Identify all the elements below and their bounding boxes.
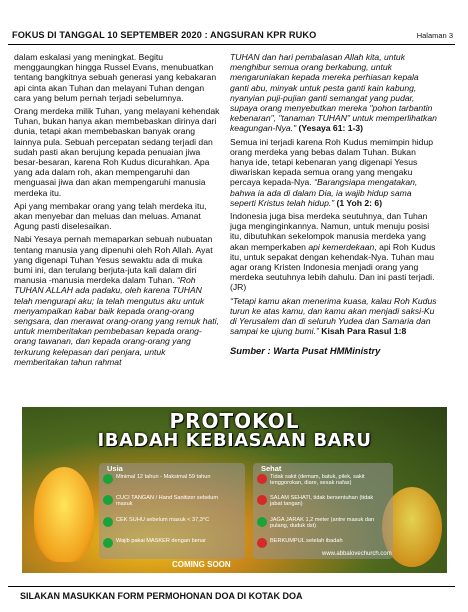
page-number: Halaman 3: [416, 31, 453, 40]
poster-item: CUCI TANGAN / Hand Sanitizer sebelum masuk: [103, 495, 238, 508]
poster-item: Minimal 12 tahun - Maksimal 59 tahun: [103, 474, 238, 484]
api-kemerdekaan-phrase: api kemerdekaan: [308, 241, 375, 252]
source-credit: Sumber : Warta Pusat HMMinistry: [230, 345, 381, 357]
right-panel-header: Sehat: [261, 464, 282, 473]
right-paragraph-3-end: , api Roh Kudus itu, untuk sepakat dengan kehendak-Nya. Tuhan mau agar orang Kristen Indonesia menjadi orang yang merdeka seutuhnya lebih dahulu. Dan ini pasti terjadi. (JR): [230, 241, 436, 293]
john-quote: “Barangsiapa mengatakan, bahwa ia ada di dalam Dia, ia wajib hidup sama seperti Kristus telah hidup.”: [230, 177, 418, 208]
sick-icon: [257, 474, 267, 484]
acts-reference: Kisah Para Rasul 1:8: [321, 326, 407, 337]
left-paragraph-1: dalam eskalasi yang meningkat. Begitu menggaungkan hingga Russel Evans, menubuatkan tentang bangkitnya sebuah generasi yang kebakaran api cinta akan Tuhan dan melayani Tuhan dengan cara yang belum pernah terjadi sebelumnya.: [14, 52, 217, 103]
page-header: [8, 30, 455, 45]
poster-item: CEK SUHU sebelum masuk < 37,3°C: [103, 517, 238, 527]
poster-item: SALAM SEHATI, tidak bersentuhan (tidak jabat tangan): [257, 495, 392, 508]
right-paragraph-1: [230, 52, 438, 134]
poster-right-panel: [253, 463, 393, 559]
page-footer: [8, 586, 455, 607]
mask-icon: [103, 538, 113, 548]
john-reference: (1 Yoh 2: 6): [336, 197, 383, 208]
distance-icon: [257, 517, 267, 527]
left-column: [14, 52, 222, 370]
left-paragraph-3: Api yang membakar orang yang telah merdeka itu, akan menyebar dan meluas dan meluas. Amanat Agung pasti diselesaikan.: [14, 200, 207, 232]
no-gathering-icon: [257, 538, 267, 548]
age-icon: [103, 474, 113, 484]
poster-item: Tidak sakit (demam, batuk, pilek, sakit tenggorokan, diare, sesak nafas): [257, 474, 392, 487]
hand-wash-icon: [103, 495, 113, 505]
isaiah-reference: (Yesaya 61: 1-3): [298, 123, 364, 134]
right-column: [230, 52, 438, 360]
yellow-flower-icon: [34, 467, 94, 562]
right-paragraph-2: [230, 137, 438, 208]
left-paragraph-4-text: Nabi Yesaya pernah memaparkan sebuah nubuatan tentang manusia yang dipenuhi oleh Roh Allah. Ayat yang digenapi Tuhan Yesus sewaktu ada di muka bumi ini, dan terulang berjuta-juta kali dalam diri manusia -manusia merdeka dalam Tuhan.: [14, 234, 213, 286]
left-paragraph-2: Orang merdeka milik Tuhan, yang melayani kehendak Tuhan, bukan hanya akan membebaskan dirinya dari dunia, tetapi akan membebaskan banyak orang lainnya pula. Sebuah percepatan sedang terjadi dan sudah pasti akan berujung kepada penuaian jiwa besar-besaran, karena Roh Kudus dicurahkan. Apa yang ada dalam roh, akan mempengaruhi dan menguasai jiwa dan akan mempengaruhi manusia merdeka itu.: [14, 106, 220, 198]
poster-item: JAGA JARAK 1,2 meter (antre masuk dan pulang, duduk dst): [257, 517, 392, 530]
poster-left-panel: [99, 463, 245, 559]
poster-website: www.abbalovechurch.com: [322, 551, 392, 557]
left-paragraph-4: [14, 234, 222, 367]
left-panel-header: Usia: [107, 464, 123, 473]
footer-text: SILAKAN MASUKKAN FORM PERMOHONAN DOA DI KOTAK DOA: [20, 591, 303, 601]
poster-item: Wajib pakai MASKER dengan benar: [103, 538, 238, 548]
thermometer-icon: [103, 517, 113, 527]
right-paragraph-4: [230, 296, 438, 337]
isaiah-quote-end: TUHAN dan hari pembalasan Allah kita, untuk menghibur semua orang berkabung, untuk mengaruniakan kepada mereka perhiasan kepala ganti abu, minyak untuk pesta ganti kain kabung, nyanyian puji-pujian ganti semangat yang pudar, supaya orang menyebutkan mereka "pohon tarbantin kebenaran", "tanaman TUHAN" untuk memperlihatkan keagungan-Nya.": [230, 52, 437, 134]
right-paragraph-3-text: Indonesia juga bisa merdeka seutuhnya, dan Tuhan juga menginginkannya. Namun, untuk menuju posisi itu, dibutuhkan sekelompok manusia merdeka yang akan memperkaben: [230, 211, 430, 252]
poster-item: BERKUMPUL setelah ibadah: [257, 538, 392, 548]
poster-subtitle: IBADAH KEBIASAAN BARU: [97, 430, 372, 451]
right-paragraph-2-text: Semua ini terjadi karena Roh Kudus memimpin hidup orang merdeka yang bebas dalam Tuhan. Bukan hanya ide, tetapi kebenaran yang digenapi Yesus diwariskan kepada semua orang yang mengaku percaya kepada-Nya.: [230, 136, 434, 188]
protocol-poster: [22, 407, 447, 573]
isaiah-quote-start: “Roh TUHAN ALLAH ada padaku, oleh karena TUHAN telah mengurapi aku; la telah mengutus aku untuk menyampaikan kabar baik kepada orang-orang sengsara, dan merawat orang-orang yang remuk hati, untuk memberitakan pembebasan kepada orang-orang tawanan, dan kepada orang-orang yang terkurung kelepasan dari penjara, untuk memberitakan tahun rahmat: [14, 275, 219, 367]
acts-quote: “Tetapi kamu akan menerima kuasa, kalau Roh Kudus turun ke atas kamu, dan kamu akan menjadi saksi-Ku di Yerusalem dan di seluruh Yudea dan Samaria dan sampai ke ujung bumi.”: [230, 295, 437, 337]
header-title: FOKUS DI TANGGAL 10 SEPTEMBER 2020 : ANGSURAN KPR RUKO: [12, 30, 317, 40]
no-handshake-icon: [257, 495, 267, 505]
coming-soon-label: COMING SOON: [172, 560, 231, 569]
right-paragraph-3: [230, 211, 438, 293]
poster-title: PROTOKOL: [169, 409, 300, 433]
